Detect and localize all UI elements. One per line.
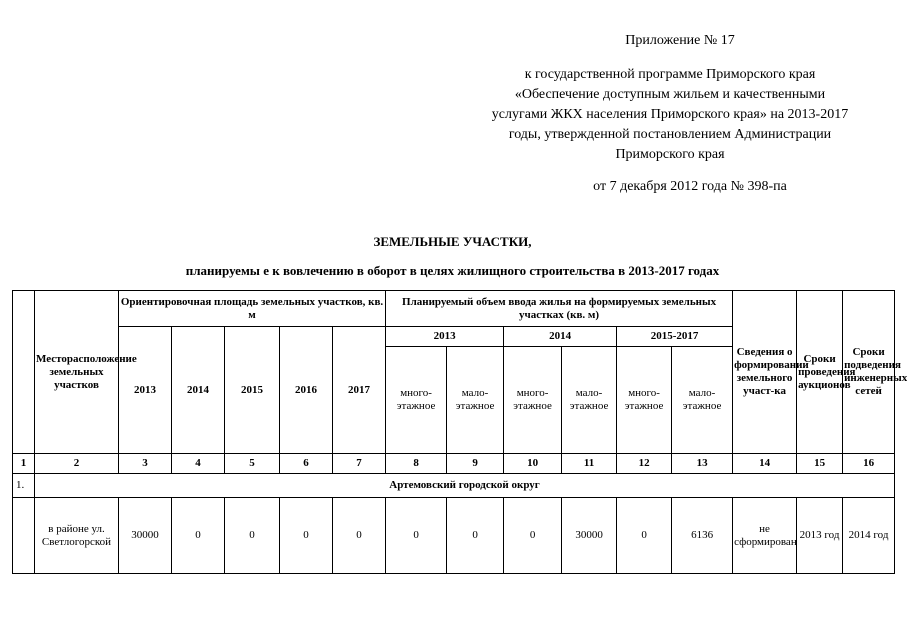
column-number: 16 (843, 454, 895, 474)
header-info: Сведения о формировании земельного участ-ка (733, 291, 797, 454)
document-subtitle: планируемы е к вовлечению в оборот в целях жилищного строительства в 2013-2017 годах (185, 263, 720, 278)
cell-area: 0 (172, 498, 225, 574)
appendix-line-2: «Обеспечение доступным жильем и качественными (514, 87, 826, 102)
header-low-storey: мало-этажное (447, 347, 504, 454)
cell-area: 30000 (119, 498, 172, 574)
header-volume-period: 2015-2017 (617, 327, 733, 347)
header-low-storey: мало-этажное (562, 347, 617, 454)
column-number: 2 (35, 454, 119, 474)
header-multi-storey: много-этажное (617, 347, 672, 454)
header-area-group: Ориентировочная площадь земельных участков, кв. м (119, 291, 386, 327)
header-area-year: 2013 (119, 327, 172, 454)
column-number: 14 (733, 454, 797, 474)
column-number: 13 (672, 454, 733, 474)
appendix-number: Приложение № 17 (625, 33, 735, 48)
column-number: 12 (617, 454, 672, 474)
table-row (13, 498, 895, 574)
header-area-year: 2017 (333, 327, 386, 454)
cell-area: 0 (280, 498, 333, 574)
cell-volume: 6136 (672, 498, 733, 574)
column-number: 15 (797, 454, 843, 474)
column-number: 9 (447, 454, 504, 474)
column-number: 3 (119, 454, 172, 474)
section-index: 1. (13, 474, 35, 498)
cell-volume: 0 (617, 498, 672, 574)
header-low-storey: мало-этажное (672, 347, 733, 454)
header-area-year: 2014 (172, 327, 225, 454)
cell-engineering: 2014 год (843, 498, 895, 574)
header-volume-period: 2013 (386, 327, 504, 347)
appendix-line-4: годы, утвержденной постановлением Администрации (508, 127, 832, 142)
header-volume-group: Планируемый объем ввода жилья на формируемых земельных участках (кв. м) (386, 291, 733, 327)
appendix-line-1: к государственной программе Приморского края (524, 67, 816, 82)
column-number: 6 (280, 454, 333, 474)
column-number: 8 (386, 454, 447, 474)
column-number: 10 (504, 454, 562, 474)
column-number: 4 (172, 454, 225, 474)
header-multi-storey: много-этажное (504, 347, 562, 454)
column-number: 7 (333, 454, 386, 474)
land-plots-table (12, 290, 907, 574)
header-auction: Сроки проведения аукционов (797, 291, 843, 454)
header-engineering: Сроки подведения инженерных сетей (843, 291, 895, 454)
cell-volume: 0 (386, 498, 447, 574)
appendix-line-5: Приморского края (615, 147, 725, 162)
cell-location: в районе ул. Светлогорской (35, 498, 119, 574)
cell-volume: 30000 (562, 498, 617, 574)
cell-volume: 0 (447, 498, 504, 574)
header-volume-period: 2014 (504, 327, 617, 347)
section-title: Артемовский городской округ (35, 474, 895, 498)
row-index-cell (13, 498, 35, 574)
cell-info: не сформирован (733, 498, 797, 574)
cell-volume: 0 (504, 498, 562, 574)
appendix-date: от 7 декабря 2012 года № 398-па (593, 179, 787, 194)
header-area-year: 2016 (280, 327, 333, 454)
column-number: 5 (225, 454, 280, 474)
header-corner (13, 291, 35, 454)
cell-auction: 2013 год (797, 498, 843, 574)
header-location: Месторасположение земельных участков (35, 291, 119, 454)
cell-area: 0 (333, 498, 386, 574)
column-number: 1 (13, 454, 35, 474)
header-area-year: 2015 (225, 327, 280, 454)
appendix-line-3: услугами ЖКХ населения Приморского края» на 2013-2017 (491, 107, 849, 122)
cell-area: 0 (225, 498, 280, 574)
column-number: 11 (562, 454, 617, 474)
header-multi-storey: много-этажное (386, 347, 447, 454)
document-title: ЗЕМЕЛЬНЫЕ УЧАСТКИ, (373, 234, 532, 249)
